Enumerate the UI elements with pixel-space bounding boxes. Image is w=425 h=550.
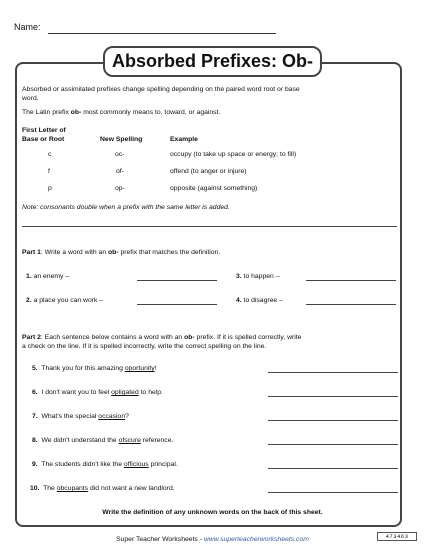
answer-line-4[interactable] [306, 304, 396, 305]
table-row-letter: f [48, 168, 50, 175]
table-header-col3: Example [170, 136, 198, 143]
answer-line-6[interactable] [268, 396, 398, 397]
item-number: 7. [32, 413, 38, 420]
back-of-sheet-instruction: Write the definition of any unknown words on the back of this sheet. [102, 509, 323, 516]
sentence-pre: We didn't understand the [41, 437, 119, 444]
answer-line-9[interactable] [268, 468, 398, 469]
item-number: 4. [236, 297, 242, 304]
intro-line-2-post: most commonly means to, toward, or against. [81, 109, 221, 116]
part1-label: Part 1 [22, 249, 41, 256]
item-number: 6. [32, 389, 38, 396]
answer-line-7[interactable] [268, 420, 398, 421]
part1-text-post: prefix that matches the definition. [118, 249, 221, 256]
part2-instructions-line-1 [22, 333, 301, 342]
table-row-example: offend (to anger or injure) [170, 168, 247, 175]
target-word: officious [123, 461, 149, 468]
target-word: opligated [111, 389, 139, 396]
part2-text-pre: : Each sentence below contains a word with an [40, 334, 185, 341]
item-text: an enemy – [33, 273, 70, 280]
worksheet-code: 473463 [377, 532, 417, 541]
answer-line-8[interactable] [268, 444, 398, 445]
item-number: 3. [236, 273, 242, 280]
table-row-spelling: op- [115, 185, 125, 192]
target-word: oportunity [124, 365, 155, 372]
part1-item-1 [26, 272, 69, 281]
part2-item-8 [32, 436, 173, 445]
section-divider [22, 226, 397, 227]
page-title: Absorbed Prefixes: Ob- [103, 46, 322, 77]
part1-item-2 [26, 296, 103, 305]
part2-item-9 [32, 460, 178, 469]
note-text: Note: consonants double when a prefix with the same letter is added. [22, 204, 230, 211]
part2-prefix: ob- [184, 334, 195, 341]
sentence-post: reference. [140, 437, 174, 444]
part2-instructions-line-2: a check on the line. If it is spelled incorrectly, write the correct spelling on the line. [22, 343, 267, 350]
footer [0, 536, 425, 543]
intro-prefix: ob- [70, 109, 82, 116]
part2-text-post: prefix. If it is spelled correctly, write [194, 334, 302, 341]
sentence-post: to help. [138, 389, 163, 396]
part1-prefix: ob- [108, 249, 119, 256]
part2-item-10 [30, 484, 175, 493]
name-line[interactable] [48, 33, 276, 34]
part2-label: Part 2 [22, 334, 41, 341]
table-row-spelling: oc- [115, 151, 125, 158]
item-text: a place you can work – [33, 297, 104, 304]
intro-line-2-pre: The Latin prefix [22, 109, 71, 116]
sentence-post: ? [125, 413, 129, 420]
part2-item-5 [32, 364, 157, 373]
target-word: ofscure [118, 437, 141, 444]
part1-text-pre: : Write a word with an [40, 249, 109, 256]
intro-line-1a: Absorbed or assimilated prefixes change spelling depending on the paired word root or base [22, 86, 300, 93]
table-header-col1-b: Base or Root [22, 136, 65, 143]
answer-line-1[interactable] [137, 280, 217, 281]
item-number: 8. [32, 437, 38, 444]
item-text: to disagree – [243, 297, 283, 304]
sentence-pre: What's the special [41, 413, 99, 420]
target-word: obcupants [56, 485, 89, 492]
table-row-spelling: of- [116, 168, 124, 175]
target-word: occasion [98, 413, 126, 420]
sentence-pre: The students didn't like the [41, 461, 124, 468]
item-text: to happen – [243, 273, 280, 280]
table-header-col1-a: First Letter of [22, 127, 66, 134]
part1-item-4 [236, 296, 283, 305]
answer-line-10[interactable] [268, 492, 398, 493]
item-number: 10. [30, 485, 40, 492]
footer-separator: - [197, 536, 204, 543]
sentence-post: principal. [148, 461, 178, 468]
name-label: Name: [14, 22, 41, 32]
intro-line-2 [22, 108, 220, 117]
sentence-pre: I don't want you to feel [41, 389, 112, 396]
item-number: 2. [26, 297, 32, 304]
worksheet-box [15, 62, 402, 527]
sentence-pre: The [43, 485, 57, 492]
part1-instructions [22, 248, 220, 257]
table-header-col2: New Spelling [100, 136, 143, 143]
item-number: 9. [32, 461, 38, 468]
answer-line-2[interactable] [137, 304, 217, 305]
item-number: 1. [26, 273, 32, 280]
table-row-letter: c [48, 151, 52, 158]
part2-item-6 [32, 388, 163, 397]
part2-item-7 [32, 412, 129, 421]
answer-line-5[interactable] [268, 372, 398, 373]
intro-line-1b: word. [22, 95, 39, 102]
part1-item-3 [236, 272, 279, 281]
table-row-example: occupy (to take up space or energy; to fill) [170, 151, 297, 158]
sentence-pre: Thank you for this amazing [41, 365, 125, 372]
table-row-letter: p [48, 185, 52, 192]
footer-brand: Super Teacher Worksheets [116, 536, 198, 543]
sentence-post: did not want a new landlord. [88, 485, 175, 492]
table-row-example: opposite (against something) [170, 185, 258, 192]
sentence-post: ! [154, 365, 157, 372]
footer-url-link[interactable]: www.superteacherworksheets.com [203, 536, 309, 543]
answer-line-3[interactable] [306, 280, 396, 281]
item-number: 5. [32, 365, 38, 372]
